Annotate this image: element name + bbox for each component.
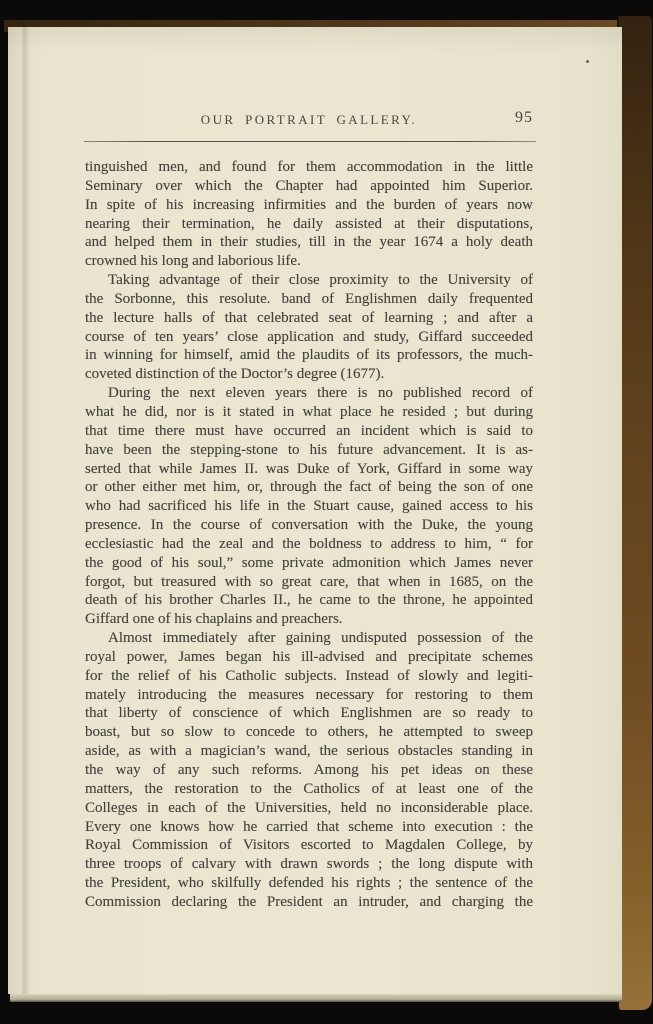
text-line: tinguished men, and found for them accommodation in the little xyxy=(85,159,533,175)
text-line: During the next eleven years there is no published record of xyxy=(108,385,533,402)
text-line: the lecture halls of that celebrated seat of learning ; and after a xyxy=(85,309,533,326)
text-line: the President, who skilfully defended his rights ; the sentence of the xyxy=(85,875,533,892)
paragraph xyxy=(85,271,533,384)
text-line: and helped them in their studies, till in the year 1674 a holy death xyxy=(85,234,533,251)
text-line: in winning for himself, amid the plaudits of its professors, the much- xyxy=(85,347,533,364)
text-line: matters, the restoration to the Catholics of at least one of the xyxy=(85,780,533,797)
page-stack-bottom-edge xyxy=(10,994,622,1002)
text-line: aside, as with a magician’s wand, the serious obstacles standing in xyxy=(85,743,533,760)
text-line: mately introducing the measures necessary for restoring to them xyxy=(85,686,533,703)
text-line: Colleges in each of the Universities, held no inconsiderable place. xyxy=(85,799,533,816)
text-line: Taking advantage of their close proximity to the University of xyxy=(108,272,533,289)
text-line: Giffard one of his chaplains and preachers. xyxy=(85,611,343,628)
text-line: royal power, James began his ill-advised and precipitate schemes xyxy=(85,648,533,665)
paragraph xyxy=(85,629,533,912)
text-line: Almost immediately after gaining undisputed possession of the xyxy=(108,630,533,647)
book-page xyxy=(8,27,622,994)
text-line: crowned his long and laborious life. xyxy=(85,253,301,270)
text-line: that liberty of conscience of which Englishmen are so ready to xyxy=(85,705,533,722)
text-line: three troops of calvary with drawn swords ; the long dispute with xyxy=(85,856,533,873)
book-cover-right-edge xyxy=(617,16,652,1010)
text-line: what he did, nor is it stated in what place he resided ; but during xyxy=(85,403,533,420)
text-line: In spite of his increasing infirmities and the burden of years now xyxy=(85,196,533,213)
text-line: boast, but so slow to concede to others, he attempted to sweep xyxy=(85,724,533,741)
text-line: that time there must have occurred an incident which is said to xyxy=(85,422,533,439)
text-line: the Sorbonne, this resolute. band of Englishmen daily frequented xyxy=(85,290,533,307)
text-line: ecclesiastic had the zeal and the boldness to address to him, “ for xyxy=(85,535,533,552)
header-rule xyxy=(84,141,536,142)
text-line: or other either met him, or, through the fact of being the son of one xyxy=(85,479,533,496)
running-header xyxy=(85,111,533,131)
paragraph xyxy=(85,384,533,629)
text-line: nearing their termination, he daily assisted at their disputations, xyxy=(85,215,533,232)
page-number: 95 xyxy=(515,109,533,126)
text-line: have been the stepping-stone to his future advancement. It is as- xyxy=(85,441,533,458)
text-line: death of his brother Charles II., he came to the throne, he appointed xyxy=(85,592,533,609)
text-line: coveted distinction of the Doctor’s degree (1677). xyxy=(85,366,385,383)
text-line: course of ten years’ close application and study, Giffard succeeded xyxy=(85,328,533,345)
header-title: OUR PORTRAIT GALLERY. xyxy=(200,112,418,127)
text-line: forgot, but treasured with so great care, that when in 1685, on the xyxy=(85,573,533,590)
text-line: who had sacrificed his life in the Stuart cause, gained access to his xyxy=(85,498,533,515)
text-line: presence. In the course of conversation with the Duke, the young xyxy=(85,517,533,534)
text-line: the way of any such reforms. Among his pet ideas on these xyxy=(85,762,533,778)
text-line: Commission declaring the President an intruder, and charging the xyxy=(85,893,533,910)
page-body xyxy=(85,158,533,912)
text-line: serted that while James II. was Duke of York, Giffard in some way xyxy=(85,460,533,477)
text-line: Seminary over which the Chapter had appointed him Superior. xyxy=(85,177,533,194)
text-line: the good of his soul,” some private admonition which James never xyxy=(85,554,533,571)
paragraph xyxy=(85,158,533,271)
text-line: Royal Commission of Visitors escorted to Magdalen College, by xyxy=(85,837,533,854)
text-line: for the relief of his Catholic subjects. Instead of slowly and legiti- xyxy=(85,667,533,684)
text-line: Every one knows how he carried that scheme into execution : the xyxy=(85,818,533,835)
ink-speck xyxy=(586,60,589,63)
